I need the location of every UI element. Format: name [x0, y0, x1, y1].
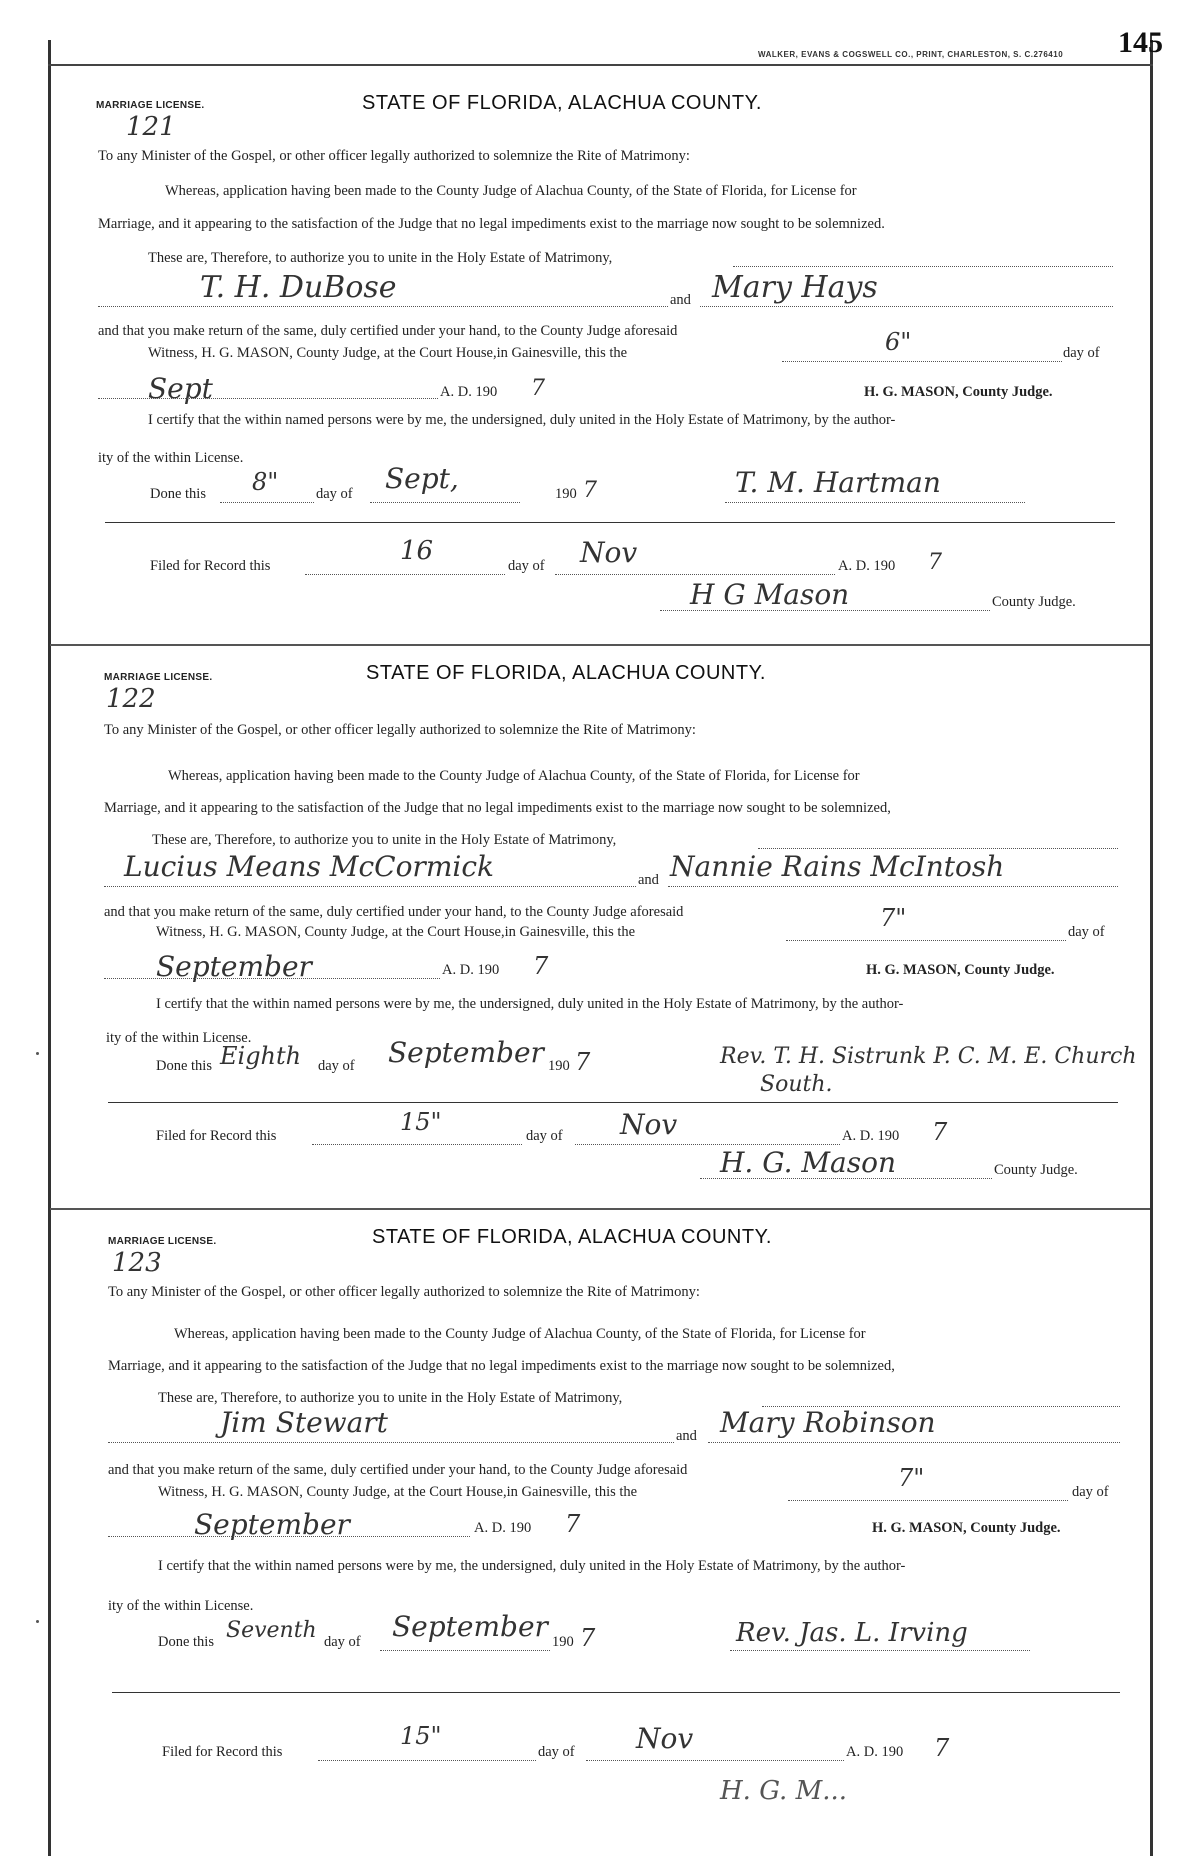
bride-line: [668, 886, 1118, 887]
month-line: [104, 978, 440, 979]
filed-year-digit: 7: [932, 1118, 948, 1146]
filed-day-line: [305, 574, 505, 575]
day-value: 7": [898, 1464, 925, 1492]
license-separator: [50, 644, 1150, 646]
done-day: Seventh: [226, 1618, 317, 1643]
done-month: September: [388, 1036, 544, 1069]
filed-year-digit: 7: [934, 1734, 950, 1762]
certify-line-2: ity of the within License.: [106, 1030, 252, 1046]
filed-month: Nov: [580, 536, 638, 569]
filed-label: Filed for Record this: [156, 1128, 277, 1144]
filed-day-line: [318, 1760, 536, 1761]
whereas-line-1: Whereas, application having been made to the County Judge of Alachua County, of the State of Florida, for License for: [165, 183, 857, 199]
done-day-of-label: day of: [316, 486, 353, 502]
filed-ad-label: A. D. 190: [838, 558, 896, 574]
filed-month: Nov: [620, 1108, 678, 1141]
groom-name: Lucius Means McCormick: [124, 850, 494, 883]
return-text: and that you make return of the same, duly certified under your hand, to the County Judge aforesaid: [104, 904, 684, 920]
filed-day: 15": [400, 1108, 442, 1136]
done-this-label: Done this: [156, 1058, 212, 1074]
filed-day: 15": [400, 1722, 442, 1750]
ad-year-digit: 7: [531, 376, 545, 401]
witness-text: Witness, H. G. MASON, County Judge, at the Court House,in Gainesville, this the: [148, 345, 628, 361]
filed-month-line: [575, 1144, 840, 1145]
done-day: 8": [252, 468, 279, 496]
license-number: 122: [106, 684, 156, 714]
license-label: MARRIAGE LICENSE.: [104, 672, 213, 683]
filed-day-line: [312, 1144, 522, 1145]
filed-signature-line: [700, 1178, 992, 1179]
month-line: [98, 398, 438, 399]
officiant-signature: Rev. T. H. Sistrunk P. C. M. E. Church: [720, 1044, 1137, 1069]
printer-imprint: WALKER, EVANS & COGSWELL CO., PRINT, CHARLESTON, S. C.276410: [758, 50, 1064, 59]
witness-text: Witness, H. G. MASON, County Judge, at the Court House,in Gainesville, this the: [158, 1484, 638, 1500]
these-are-text: These are, Therefore, to authorize you to unite in the Holy Estate of Matrimony,: [148, 250, 613, 266]
done-month: Sept,: [385, 462, 459, 495]
page-number: 145: [1118, 26, 1163, 59]
day-value: 7": [880, 904, 907, 932]
scan-mark: [36, 1052, 39, 1055]
done-month: September: [392, 1610, 548, 1643]
officiant-line: [725, 502, 1025, 503]
month-line: [108, 1536, 470, 1537]
ad-year-digit: 7: [533, 952, 549, 980]
ad-label: A. D. 190: [474, 1520, 532, 1536]
filed-signature: H. G. Mason: [720, 1146, 897, 1179]
certify-line-1: I certify that the within named persons were by me, the undersigned, duly united in the Holy Estate of Matrimony, by the author-: [148, 412, 896, 428]
return-text: and that you make return of the same, duly certified under your hand, to the County Judge aforesaid: [98, 323, 678, 339]
filed-label: Filed for Record this: [150, 558, 271, 574]
top-rule: [48, 64, 1153, 66]
day-value: 6": [885, 328, 912, 356]
done-year-digit: 7: [583, 478, 597, 503]
day-line: [788, 1500, 1068, 1501]
done-this-label: Done this: [150, 486, 206, 502]
day-of-label: day of: [1063, 345, 1100, 361]
county-judge-label: County Judge.: [992, 594, 1076, 610]
bride-name: Nannie Rains McIntosh: [670, 850, 1005, 883]
month-value: September: [194, 1508, 350, 1541]
done-year-prefix: 190: [552, 1634, 574, 1650]
right-border: [1150, 40, 1153, 1856]
and-label: and: [676, 1428, 697, 1444]
witness-text: Witness, H. G. MASON, County Judge, at the Court House,in Gainesville, this the: [156, 924, 636, 940]
done-day-of-label: day of: [318, 1058, 355, 1074]
whereas-line-1: Whereas, application having been made to the County Judge of Alachua County, of the State of Florida, for License for: [168, 768, 860, 784]
filed-ad-label: A. D. 190: [846, 1744, 904, 1760]
whereas-line-1: Whereas, application having been made to the County Judge of Alachua County, of the State of Florida, for License for: [174, 1326, 866, 1342]
matrimony-line: [758, 848, 1118, 849]
license-separator: [50, 1208, 1150, 1210]
done-year-digit: 7: [575, 1048, 591, 1076]
done-month-line: [370, 502, 520, 503]
return-text: and that you make return of the same, duly certified under your hand, to the County Judge aforesaid: [108, 1462, 688, 1478]
salutation: To any Minister of the Gospel, or other officer legally authorized to solemnize the Rite of Matrimony:: [98, 148, 690, 164]
done-day: Eighth: [220, 1042, 302, 1070]
certify-line-2: ity of the within License.: [98, 450, 244, 466]
salutation: To any Minister of the Gospel, or other officer legally authorized to solemnize the Rite of Matrimony:: [104, 722, 696, 738]
filed-label: Filed for Record this: [162, 1744, 283, 1760]
these-are-text: These are, Therefore, to authorize you to unite in the Holy Estate of Matrimony,: [158, 1390, 623, 1406]
filed-signature: H. G. M...: [720, 1776, 847, 1806]
certify-line-1: I certify that the within named persons were by me, the undersigned, duly united in the Holy Estate of Matrimony, by the author-: [156, 996, 904, 1012]
month-value: September: [156, 950, 312, 983]
ad-label: A. D. 190: [440, 384, 498, 400]
record-divider: [105, 522, 1115, 523]
filed-day-of-label: day of: [508, 558, 545, 574]
officiant-signature: T. M. Hartman: [735, 466, 941, 499]
whereas-line-2: Marriage, and it appearing to the satisfaction of the Judge that no legal impediments exist to the marriage now sought to be solemnized.: [98, 216, 885, 232]
state-heading: STATE OF FLORIDA, ALACHUA COUNTY.: [362, 92, 762, 114]
officiant-signature: Rev. Jas. L. Irving: [736, 1618, 968, 1648]
state-heading: STATE OF FLORIDA, ALACHUA COUNTY.: [366, 662, 766, 684]
day-of-label: day of: [1072, 1484, 1109, 1500]
license-label: MARRIAGE LICENSE.: [108, 1236, 217, 1247]
bride-name: Mary Hays: [712, 270, 878, 305]
groom-name: T. H. DuBose: [200, 270, 397, 305]
whereas-line-2: Marriage, and it appearing to the satisfaction of the Judge that no legal impediments exist to the marriage now sought to be solemnized,: [104, 800, 891, 816]
license-label: MARRIAGE LICENSE.: [96, 100, 205, 111]
judge-signature: H. G. MASON, County Judge.: [866, 962, 1055, 978]
certify-line-2: ity of the within License.: [108, 1598, 254, 1614]
these-are-text: These are, Therefore, to authorize you to unite in the Holy Estate of Matrimony,: [152, 832, 617, 848]
judge-signature: H. G. MASON, County Judge.: [864, 384, 1053, 400]
and-label: and: [638, 872, 659, 888]
and-label: and: [670, 292, 691, 308]
month-value: Sept: [148, 372, 213, 405]
scan-mark: [36, 1620, 39, 1623]
day-of-label: day of: [1068, 924, 1105, 940]
groom-name: Jim Stewart: [220, 1406, 388, 1439]
filed-month: Nov: [636, 1722, 694, 1755]
done-this-label: Done this: [158, 1634, 214, 1650]
bride-name: Mary Robinson: [720, 1406, 936, 1439]
whereas-line-2: Marriage, and it appearing to the satisfaction of the Judge that no legal impediments exist to the marriage now sought to be solemnized,: [108, 1358, 895, 1374]
officiant-signature-line-2: South.: [760, 1072, 833, 1097]
salutation: To any Minister of the Gospel, or other officer legally authorized to solemnize the Rite of Matrimony:: [108, 1284, 700, 1300]
filed-day-of-label: day of: [538, 1744, 575, 1760]
done-year-digit: 7: [580, 1624, 596, 1652]
license-number: 121: [126, 112, 176, 142]
license-number: 123: [112, 1248, 162, 1278]
judge-signature: H. G. MASON, County Judge.: [872, 1520, 1061, 1536]
done-year-prefix: 190: [555, 486, 577, 502]
filed-ad-label: A. D. 190: [842, 1128, 900, 1144]
filed-year-digit: 7: [928, 550, 942, 575]
done-month-line: [380, 1650, 550, 1651]
done-day-line: [220, 502, 314, 503]
day-line: [786, 940, 1066, 941]
groom-line: [104, 886, 636, 887]
filed-signature-line: [660, 610, 990, 611]
officiant-line: [730, 1650, 1030, 1651]
record-divider: [112, 1692, 1120, 1693]
filed-signature: H G Mason: [690, 578, 850, 611]
ad-label: A. D. 190: [442, 962, 500, 978]
groom-line: [108, 1442, 674, 1443]
left-border: [48, 40, 51, 1856]
certify-line-1: I certify that the within named persons were by me, the undersigned, duly united in the Holy Estate of Matrimony, by the author-: [158, 1558, 906, 1574]
filed-month-line: [555, 574, 835, 575]
matrimony-line: [733, 266, 1113, 267]
done-year-prefix: 190: [548, 1058, 570, 1074]
record-divider: [108, 1102, 1118, 1103]
groom-line: [98, 306, 668, 307]
done-day-of-label: day of: [324, 1634, 361, 1650]
filed-month-line: [586, 1760, 844, 1761]
ad-year-digit: 7: [565, 1510, 581, 1538]
bride-line: [708, 1442, 1120, 1443]
filed-day-of-label: day of: [526, 1128, 563, 1144]
bride-line: [700, 306, 1113, 307]
filed-day: 16: [400, 536, 434, 566]
state-heading: STATE OF FLORIDA, ALACHUA COUNTY.: [372, 1226, 772, 1248]
day-line: [782, 361, 1062, 362]
county-judge-label: County Judge.: [994, 1162, 1078, 1178]
